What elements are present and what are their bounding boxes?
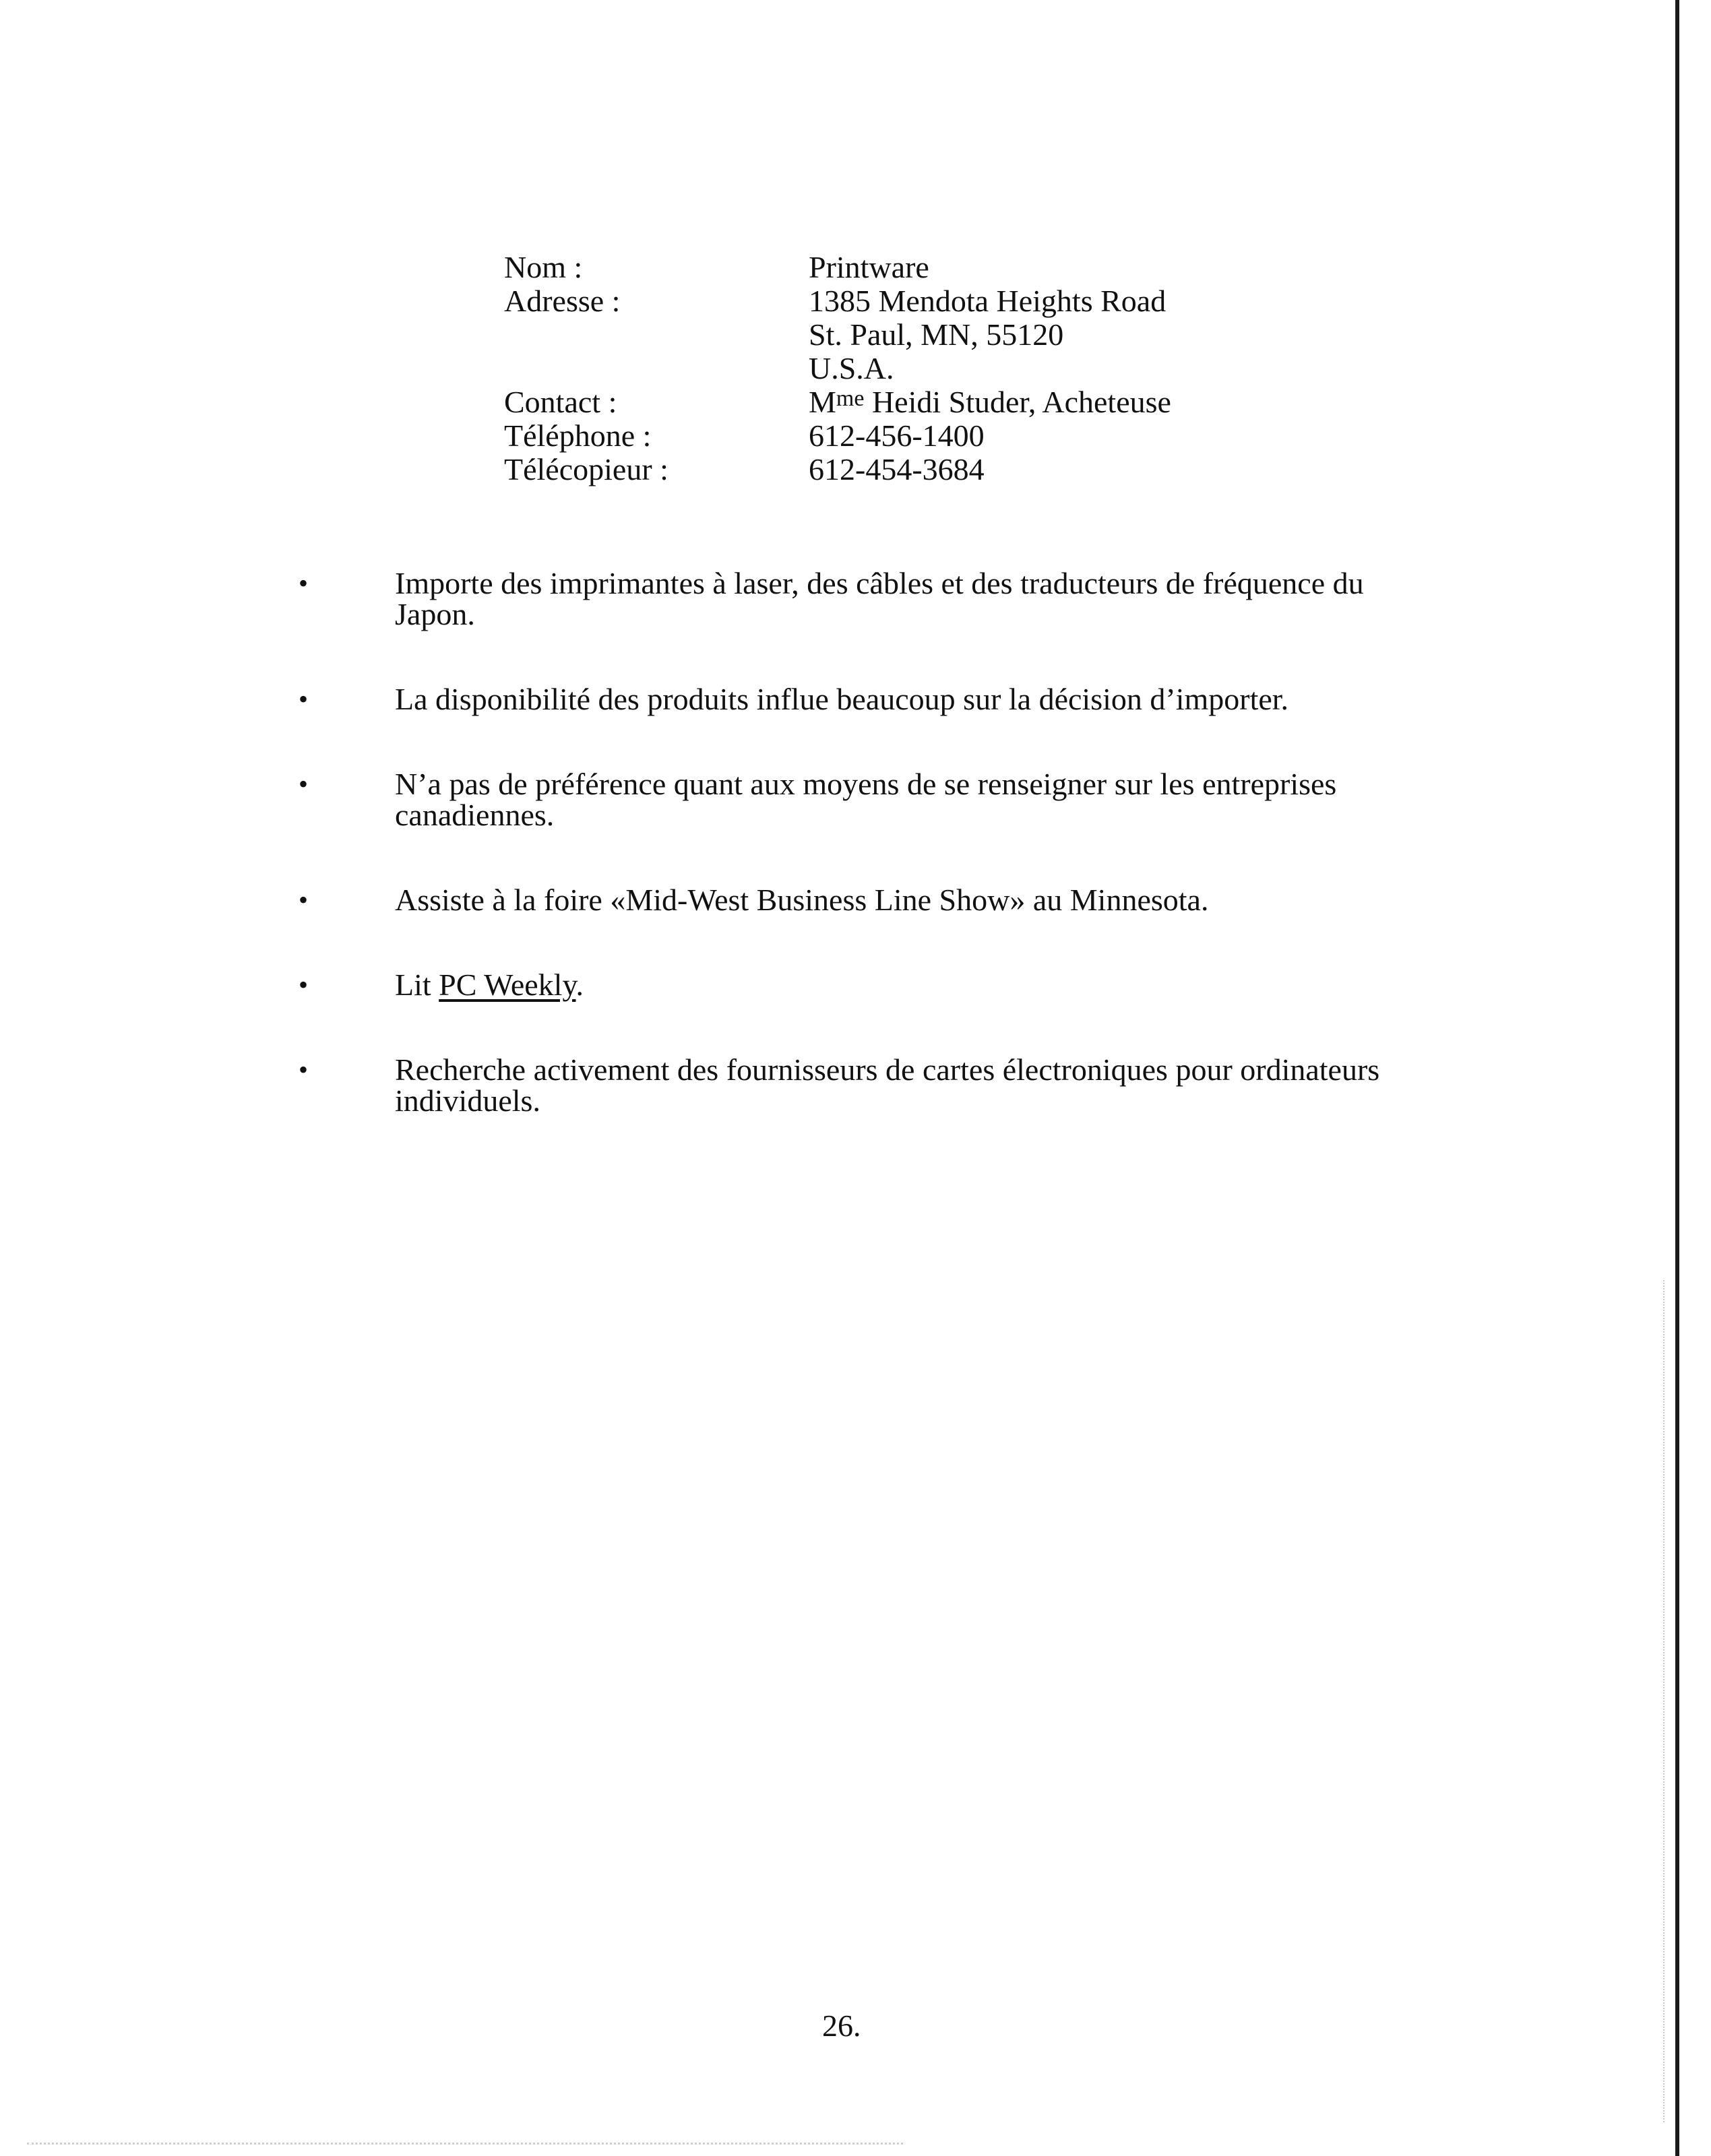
bullet-text-line xyxy=(395,970,1503,1001)
list-item xyxy=(290,684,1503,715)
address-row-2 xyxy=(504,318,1171,352)
phone-label: Téléphone : xyxy=(504,418,652,453)
contact-title-superscript: me xyxy=(836,386,865,411)
bullet-text-line: Japon. xyxy=(395,597,475,631)
phone-row xyxy=(504,419,1171,453)
scan-noise xyxy=(27,2143,903,2145)
reads-prefix: Lit xyxy=(395,968,439,1002)
address-line-3: U.S.A. xyxy=(809,351,894,385)
publication-title: PC Weekly xyxy=(439,968,576,1002)
list-item xyxy=(290,769,1503,831)
bullet-text-line: Recherche activement des fournisseurs de cartes électroniques pour ordinateurs xyxy=(395,1052,1380,1087)
contact-name: Heidi Studer, Acheteuse xyxy=(871,385,1171,419)
fax-row xyxy=(504,453,1171,486)
bullet-marker: • xyxy=(298,684,308,714)
reads-suffix: . xyxy=(575,968,584,1002)
fax-value: 612-454-3684 xyxy=(809,452,985,486)
address-line-1: 1385 Mendota Heights Road xyxy=(809,284,1166,318)
page-number: 26. xyxy=(822,2008,861,2043)
address-row-3 xyxy=(504,352,1171,385)
name-row xyxy=(504,251,1171,284)
contact-info-block xyxy=(504,251,1171,486)
address-row xyxy=(504,284,1171,318)
bullet-marker: • xyxy=(298,1054,308,1085)
address-line-2: St. Paul, MN, 55120 xyxy=(809,317,1064,352)
bullet-marker: • xyxy=(298,970,308,1000)
list-item xyxy=(290,885,1503,916)
bullet-list xyxy=(290,568,1503,1116)
bullet-text-line: individuels. xyxy=(395,1083,540,1118)
contact-title-initial: M xyxy=(809,385,836,419)
bullet-marker: • xyxy=(298,885,308,915)
bullet-text-line: N’a pas de préférence quant aux moyens de se renseigner sur les entreprises xyxy=(395,767,1337,801)
bullet-text-line: Importe des imprimantes à laser, des câbles et des traducteurs de fréquence du xyxy=(395,566,1364,600)
bullet-text-line: canadiennes. xyxy=(395,798,555,832)
fax-label: Télécopieur : xyxy=(504,452,668,486)
contact-row xyxy=(504,385,1171,419)
name-label: Nom : xyxy=(504,250,583,284)
contact-value xyxy=(809,385,1171,419)
name-value: Printware xyxy=(809,250,929,284)
scan-border xyxy=(1675,0,1679,2156)
list-item xyxy=(290,970,1503,1001)
phone-value: 612-456-1400 xyxy=(809,418,985,453)
bullet-text-line: La disponibilité des produits influe beaucoup sur la décision d’importer. xyxy=(395,682,1289,716)
bullet-text-line: Assiste à la foire «Mid-West Business Line Show» au Minnesota. xyxy=(395,883,1209,917)
list-item xyxy=(290,1054,1503,1116)
scan-artifact xyxy=(1663,1280,1666,2122)
bullet-marker: • xyxy=(298,568,308,598)
bullet-marker: • xyxy=(298,769,308,799)
list-item xyxy=(290,568,1503,630)
contact-label: Contact : xyxy=(504,385,617,419)
address-label: Adresse : xyxy=(504,284,621,318)
